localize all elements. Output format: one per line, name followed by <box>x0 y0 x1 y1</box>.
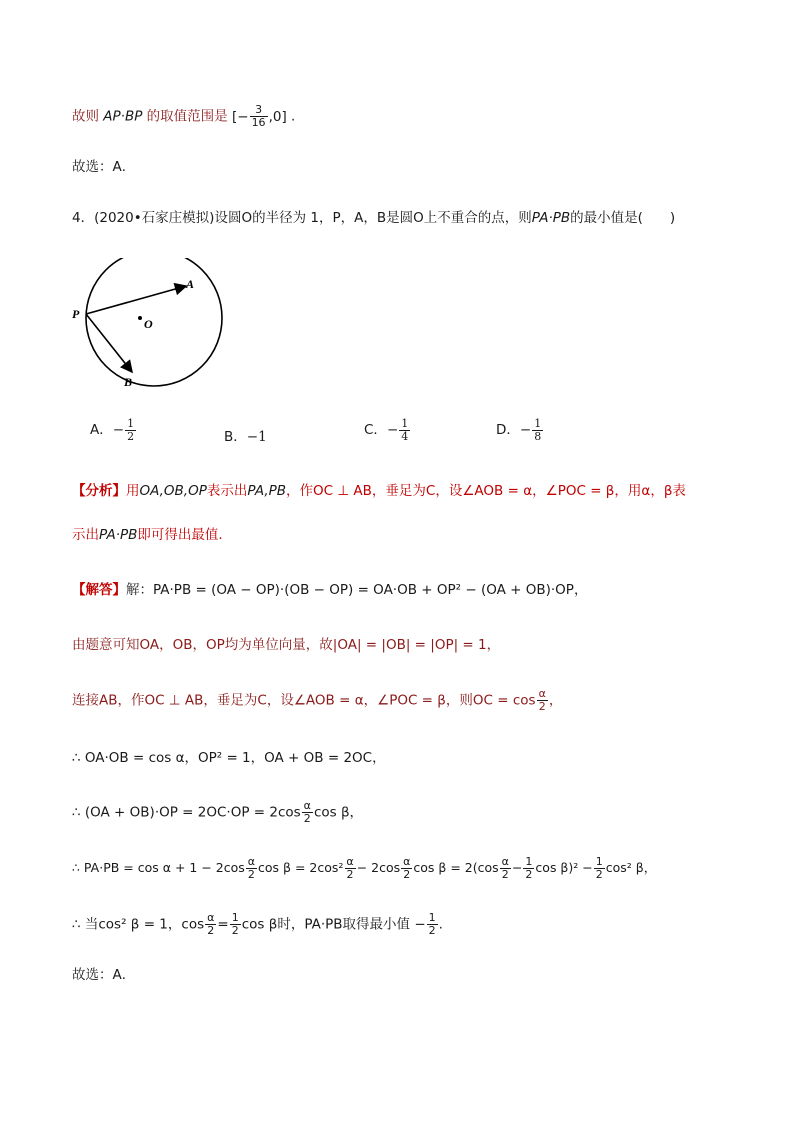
solution-line-2: 由题意可知OA，OB，OP均为单位向量，故|OA| = |OB| = |OP| = 1， <box>72 637 501 653</box>
choice-d[interactable] <box>496 418 544 443</box>
text: ，作OC ⊥ AB，垂足为C，设∠AOB = α，∠POC = β，用α，β表 <box>286 483 686 499</box>
denominator: 2 <box>303 812 311 825</box>
numerator: 1 <box>534 417 542 430</box>
text: 连接AB，作OC ⊥ AB，垂足为C，设∠AOB = α，∠POC = β，则OC = cos <box>72 692 536 709</box>
center-point <box>138 316 142 320</box>
text: . <box>438 916 443 933</box>
denominator: 2 <box>595 868 603 881</box>
numerator: α <box>346 855 354 868</box>
fraction <box>246 856 257 881</box>
solution-line-3 <box>72 688 562 713</box>
text: cos β = 2cos² <box>258 860 344 875</box>
choice-c[interactable] <box>364 418 411 443</box>
text: ， <box>548 692 563 709</box>
denominator: 4 <box>401 430 409 443</box>
text: = <box>217 916 229 933</box>
denominator: 2 <box>538 700 546 713</box>
vector-list: OA,OB,OP <box>139 483 207 499</box>
question-text: 的最小值是( ) <box>570 210 676 226</box>
text: 的取值范围是 <box>146 108 228 125</box>
period: . <box>291 108 296 125</box>
denominator: 2 <box>525 868 533 881</box>
numerator: α <box>501 855 509 868</box>
denominator: 2 <box>346 868 354 881</box>
text: − <box>511 860 523 875</box>
choice-key: C． <box>364 422 387 438</box>
text: cos β)² − <box>535 860 593 875</box>
denominator: 2 <box>428 924 436 937</box>
label-b: B <box>124 375 133 388</box>
fraction <box>399 418 410 443</box>
numerator: 1 <box>231 911 239 924</box>
text: 即可得出最值. <box>137 527 223 543</box>
denominator: 2 <box>247 868 255 881</box>
numerator: 3 <box>255 103 263 116</box>
choice-key: D． <box>496 422 520 438</box>
fraction <box>500 856 511 881</box>
numerator: 1 <box>595 855 603 868</box>
choice-key: A． <box>90 422 113 438</box>
choice-a[interactable] <box>90 418 137 443</box>
fraction <box>523 856 534 881</box>
text: − 2cos <box>356 860 401 875</box>
bracket-close: ,0] <box>268 108 287 125</box>
choice-key: B． <box>224 429 247 445</box>
denominator: 16 <box>251 116 266 129</box>
solution-line-7 <box>72 912 443 937</box>
text: 示出 <box>72 527 99 543</box>
bracket-open: [− <box>231 108 249 125</box>
text: 故则 <box>72 108 99 125</box>
text: ∴ (OA + OB)·OP = 2OC·OP = 2cos <box>72 804 301 821</box>
question-text: 设圆O的半径为 1，P，A，B是圆O上不重合的点，则 <box>214 210 532 226</box>
denominator: 8 <box>534 430 542 443</box>
text: 表示出 <box>206 483 248 499</box>
fraction <box>594 856 605 881</box>
solution-line-1 <box>72 580 587 600</box>
label-p: P <box>72 307 80 321</box>
choice-value: −1 <box>246 429 267 445</box>
text: ∴ 当cos² β = 1，cos <box>72 916 205 933</box>
range-conclusion <box>72 104 295 129</box>
analysis-line-2 <box>72 525 223 545</box>
equation: 解：PA·PB = (OA − OP)·(OB − OP) = OA·OB + OP² − (OA + OB)·OP， <box>126 582 588 598</box>
answer-line: 故选：A． <box>72 159 136 175</box>
circle-figure <box>66 258 236 388</box>
denominator: 2 <box>403 868 411 881</box>
numerator: 1 <box>127 417 135 430</box>
sign: − <box>112 422 125 438</box>
vector-expression: PA·PB <box>531 210 571 226</box>
vector-pa <box>86 286 186 314</box>
text: cos β = 2(cos <box>413 860 499 875</box>
vector-pb <box>86 314 132 372</box>
sign: − <box>519 422 532 438</box>
fraction <box>125 418 136 443</box>
fraction <box>230 912 241 937</box>
text: 用 <box>126 483 140 499</box>
denominator: 2 <box>231 924 239 937</box>
numerator: α <box>403 855 411 868</box>
numerator: 1 <box>401 417 409 430</box>
text: ∴ PA·PB = cos α + 1 − 2cos <box>72 860 245 875</box>
fraction <box>344 856 355 881</box>
circle <box>86 258 222 386</box>
denominator: 2 <box>207 924 215 937</box>
fraction <box>532 418 543 443</box>
label-a: A <box>186 277 195 291</box>
vector-expression: AP·BP <box>103 108 143 125</box>
numerator: 1 <box>525 855 533 868</box>
numerator: α <box>303 799 311 812</box>
choice-b[interactable] <box>224 425 267 445</box>
numerator: α <box>247 855 256 868</box>
fraction <box>205 912 216 937</box>
fraction <box>302 800 313 825</box>
fraction <box>427 912 438 937</box>
text: cos² β， <box>605 860 657 875</box>
solution-line-4: ∴ OA·OB = cos α，OP² = 1，OA + OB = 2OC， <box>72 750 386 766</box>
sign: − <box>386 422 399 438</box>
solution-line-6 <box>72 856 656 881</box>
solution-line-5 <box>72 800 363 825</box>
final-answer: 故选：A． <box>72 967 136 983</box>
analysis-line-1 <box>72 481 686 501</box>
vector-expression: PA·PB <box>99 527 138 543</box>
question-stem <box>72 208 675 228</box>
solution-tag: 【解答】 <box>72 582 126 598</box>
text: cos β， <box>313 804 364 821</box>
question-number: 4．(2020•石家庄模拟) <box>72 210 215 226</box>
fraction <box>250 104 268 129</box>
fraction <box>537 688 548 713</box>
vector-list: PA,PB <box>247 483 287 499</box>
numerator: 1 <box>428 911 436 924</box>
analysis-tag: 【分析】 <box>72 483 126 499</box>
denominator: 2 <box>501 868 509 881</box>
numerator: α <box>207 911 215 924</box>
fraction <box>401 856 412 881</box>
numerator: α <box>538 687 546 700</box>
text: cos β时，PA·PB取得最小值 − <box>241 916 426 933</box>
denominator: 2 <box>127 430 135 443</box>
label-o: O <box>144 317 153 331</box>
